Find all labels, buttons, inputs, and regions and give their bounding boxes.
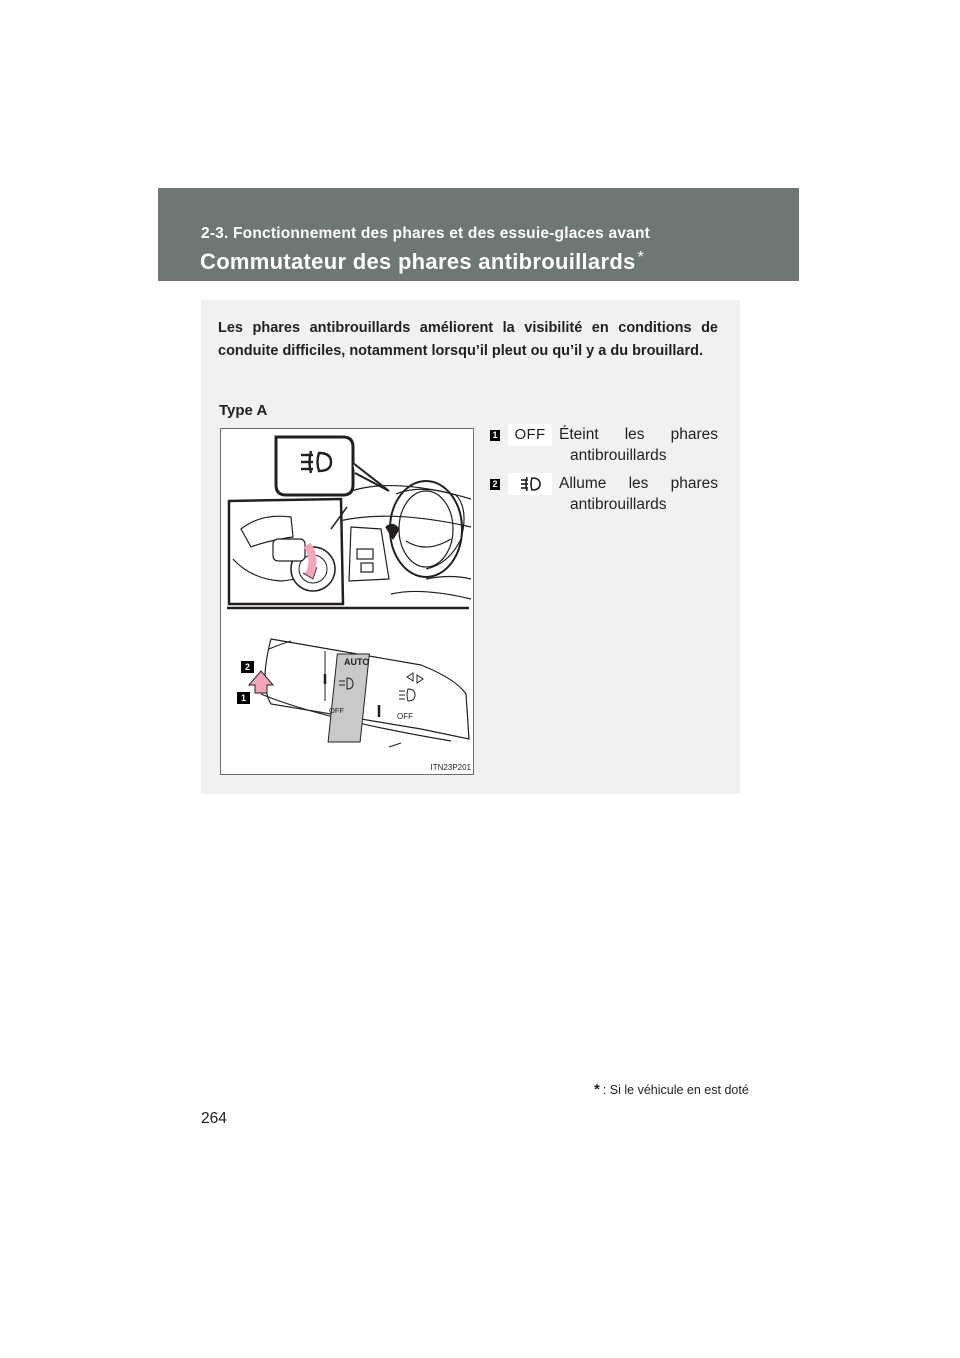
off-label-inner: OFF bbox=[329, 706, 344, 715]
section-label: 2-3. Fonctionnement des phares et des essuie-glaces avant bbox=[201, 225, 650, 242]
intro-paragraph: Les phares antibrouillards améliorent la visibilité en conditions de conduite difficiles, notamment lorsqu’il pleut ou qu’il y a du brouillard. bbox=[218, 320, 718, 359]
dashboard-outline bbox=[339, 481, 471, 599]
item-text-continued: antibrouillards bbox=[570, 447, 667, 464]
page-number: 264 bbox=[201, 1110, 227, 1127]
item-number: 2 bbox=[490, 479, 500, 490]
badge-2: 2 bbox=[244, 662, 251, 672]
off-icon bbox=[508, 424, 552, 446]
fog-light-switch-illustration bbox=[220, 428, 474, 775]
hand-inset bbox=[229, 499, 347, 604]
badge-1: 1 bbox=[240, 693, 247, 703]
off-label-outer: OFF bbox=[397, 712, 413, 721]
asterisk-icon: * bbox=[594, 1081, 600, 1098]
item-text: Éteint les phares bbox=[559, 426, 718, 443]
type-heading: Type A bbox=[219, 402, 268, 419]
item-text: Allume les phares bbox=[559, 475, 718, 492]
asterisk-icon: * bbox=[637, 249, 645, 266]
lever-stalk bbox=[249, 639, 469, 747]
footnote-text: : Si le véhicule en est doté bbox=[602, 1083, 749, 1097]
illustration-drawing bbox=[221, 429, 475, 776]
section-header bbox=[158, 188, 799, 281]
auto-label: AUTO bbox=[344, 657, 370, 667]
content-panel bbox=[201, 300, 740, 794]
footnote bbox=[594, 1081, 749, 1098]
item-number: 1 bbox=[490, 430, 500, 441]
off-icon-text: OFF bbox=[514, 426, 546, 443]
item-text-continued: antibrouillards bbox=[570, 496, 667, 513]
page-title bbox=[200, 249, 644, 275]
fog-light-icon bbox=[508, 473, 552, 495]
illustration-code: ITN23P201 bbox=[430, 763, 471, 772]
page-title-text: Commutateur des phares antibrouillards bbox=[200, 249, 636, 274]
